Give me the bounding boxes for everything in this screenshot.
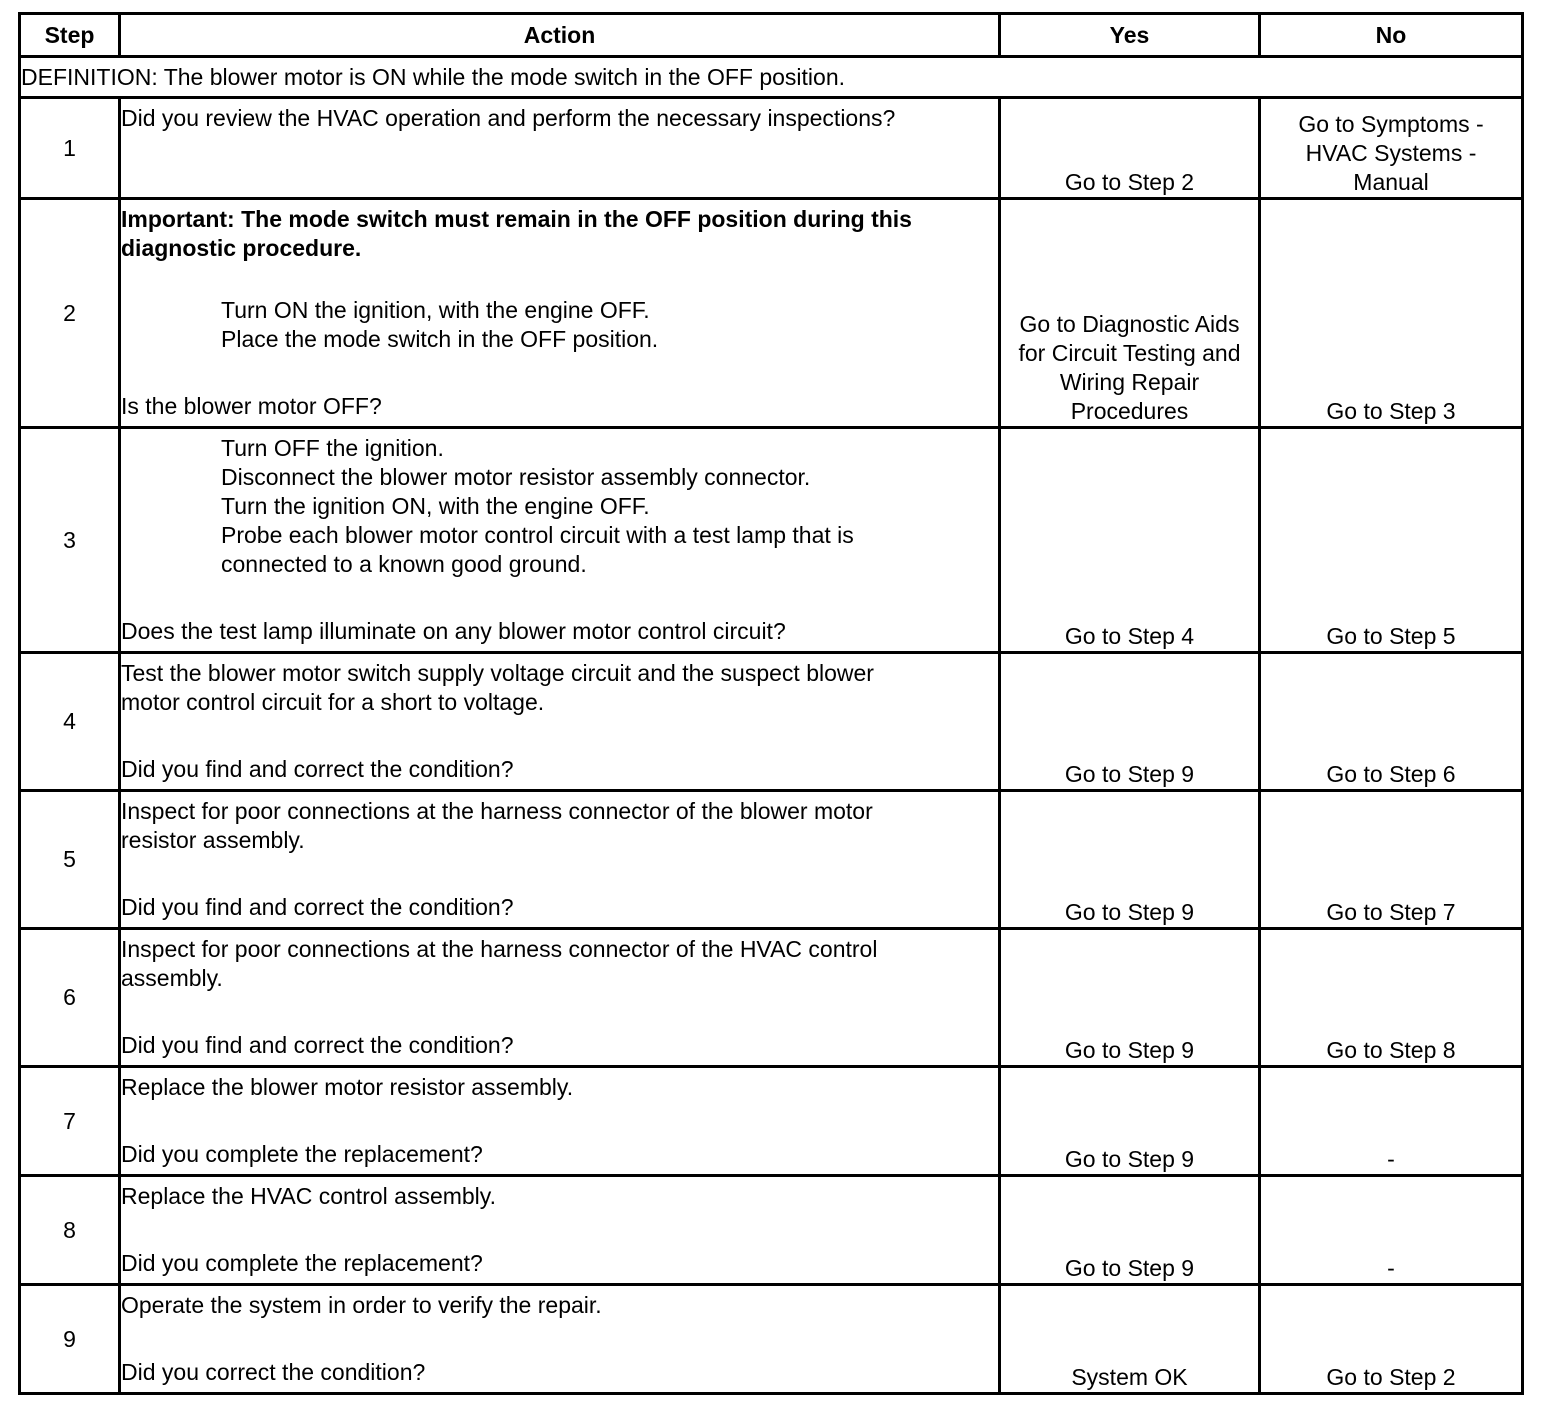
action-cell: [120, 1285, 1000, 1394]
action-cell: [120, 791, 1000, 929]
table-row: [20, 1176, 1523, 1285]
no-cell: [1260, 653, 1523, 791]
no-cell: [1260, 98, 1523, 199]
yes-cell: [1000, 929, 1260, 1067]
yes-text: Wiring Repair: [1059, 369, 1200, 395]
action-line: resistor assembly.: [121, 827, 305, 853]
question-text: Did you correct the condition?: [121, 1359, 426, 1385]
table-row: [20, 791, 1523, 929]
yes-text: Go to Step 2: [1064, 169, 1195, 195]
no-cell: [1260, 428, 1523, 653]
yes-cell: [1000, 98, 1260, 199]
yes-text: Go to Step 9: [1064, 1146, 1195, 1172]
no-cell: [1260, 1176, 1523, 1285]
action-line: Did you review the HVAC operation and perform the necessary inspections?: [121, 105, 896, 131]
table-row: [20, 1285, 1523, 1394]
action-line: assembly.: [121, 965, 223, 991]
yes-cell: [1000, 1176, 1260, 1285]
step-number: 9: [20, 1285, 120, 1394]
no-text: Go to Step 7: [1326, 899, 1456, 925]
yes-text: for Circuit Testing and: [1018, 340, 1241, 366]
step-number: 5: [20, 791, 120, 929]
header-no: No: [1260, 14, 1523, 57]
no-text: -: [1387, 1255, 1395, 1281]
no-cell: [1260, 199, 1523, 428]
procedure-step: Place the mode switch in the OFF position.: [221, 326, 659, 352]
no-text: Go to Symptoms -: [1298, 111, 1484, 137]
table-row: [20, 98, 1523, 199]
yes-text: Go to Step 9: [1064, 761, 1195, 787]
step-number: 4: [20, 653, 120, 791]
question-text: Did you find and correct the condition?: [121, 756, 514, 782]
action-cell: [120, 1067, 1000, 1176]
header-yes: Yes: [1000, 14, 1260, 57]
procedure-step: Turn ON the ignition, with the engine OFF.: [221, 297, 650, 323]
question-text: Does the test lamp illuminate on any blower motor control circuit?: [121, 618, 786, 644]
table-row: [20, 199, 1523, 428]
yes-text: System OK: [1071, 1364, 1188, 1390]
no-text: Go to Step 2: [1326, 1364, 1456, 1390]
no-text: -: [1387, 1146, 1395, 1172]
important-note: Important: The mode switch must remain in the OFF position during this: [121, 206, 912, 232]
action-cell: [120, 653, 1000, 791]
action-cell: [120, 98, 1000, 199]
question-text: Did you find and correct the condition?: [121, 894, 514, 920]
yes-text: Go to Step 9: [1064, 1037, 1195, 1063]
action-line: Replace the HVAC control assembly.: [121, 1183, 496, 1209]
no-text: Manual: [1353, 169, 1429, 195]
action-line: Test the blower motor switch supply voltage circuit and the suspect blower: [121, 660, 874, 686]
action-line: motor control circuit for a short to voltage.: [121, 689, 545, 715]
no-text: Go to Step 3: [1326, 398, 1456, 424]
step-number: 6: [20, 929, 120, 1067]
diagnostic-table: [18, 12, 1524, 1395]
header-action: Action: [120, 14, 1000, 57]
yes-text: Go to Diagnostic Aids: [1019, 311, 1240, 337]
header-row: [20, 14, 1523, 57]
yes-text: Go to Step 9: [1064, 1255, 1195, 1281]
procedure-step: Probe each blower motor control circuit with a test lamp that is: [221, 522, 854, 548]
action-cell: [120, 1176, 1000, 1285]
yes-cell: [1000, 1067, 1260, 1176]
no-text: Go to Step 8: [1326, 1037, 1456, 1063]
table-row: [20, 1067, 1523, 1176]
table-row: [20, 653, 1523, 791]
no-cell: [1260, 1067, 1523, 1176]
yes-cell: [1000, 1285, 1260, 1394]
no-text: Go to Step 5: [1326, 623, 1456, 649]
no-cell: [1260, 791, 1523, 929]
action-line: Inspect for poor connections at the harness connector of the HVAC control: [121, 936, 878, 962]
yes-cell: [1000, 428, 1260, 653]
action-cell: [120, 199, 1000, 428]
step-number: 2: [20, 199, 120, 428]
yes-cell: [1000, 791, 1260, 929]
procedure-step: Disconnect the blower motor resistor assembly connector.: [221, 464, 811, 490]
table-row: [20, 428, 1523, 653]
question-text: Did you complete the replacement?: [121, 1141, 483, 1167]
header-step: Step: [20, 14, 120, 57]
action-line: Operate the system in order to verify the repair.: [121, 1292, 602, 1318]
step-number: 7: [20, 1067, 120, 1176]
question-text: Did you find and correct the condition?: [121, 1032, 514, 1058]
procedure-step: connected to a known good ground.: [221, 551, 587, 577]
action-cell: [120, 929, 1000, 1067]
question-text: Is the blower motor OFF?: [121, 393, 382, 419]
step-number: 8: [20, 1176, 120, 1285]
action-line: Inspect for poor connections at the harness connector of the blower motor: [121, 798, 873, 824]
yes-text: Go to Step 4: [1064, 623, 1195, 649]
definition-text: DEFINITION: The blower motor is ON while the mode switch in the OFF position.: [20, 57, 1523, 98]
yes-cell: [1000, 199, 1260, 428]
yes-cell: [1000, 653, 1260, 791]
step-number: 3: [20, 428, 120, 653]
question-text: Did you complete the replacement?: [121, 1250, 483, 1276]
procedure-step: Turn the ignition ON, with the engine OFF.: [221, 493, 650, 519]
action-line: Replace the blower motor resistor assembly.: [121, 1074, 574, 1100]
definition-row: [20, 57, 1523, 98]
yes-text: Procedures: [1070, 398, 1189, 424]
yes-text: Go to Step 9: [1064, 899, 1195, 925]
no-cell: [1260, 929, 1523, 1067]
no-text: Go to Step 6: [1326, 761, 1456, 787]
action-cell: [120, 428, 1000, 653]
table-row: [20, 929, 1523, 1067]
no-cell: [1260, 1285, 1523, 1394]
step-number: 1: [20, 98, 120, 199]
no-text: HVAC Systems -: [1305, 140, 1477, 166]
important-note: diagnostic procedure.: [121, 235, 362, 261]
procedure-step: Turn OFF the ignition.: [221, 435, 444, 461]
